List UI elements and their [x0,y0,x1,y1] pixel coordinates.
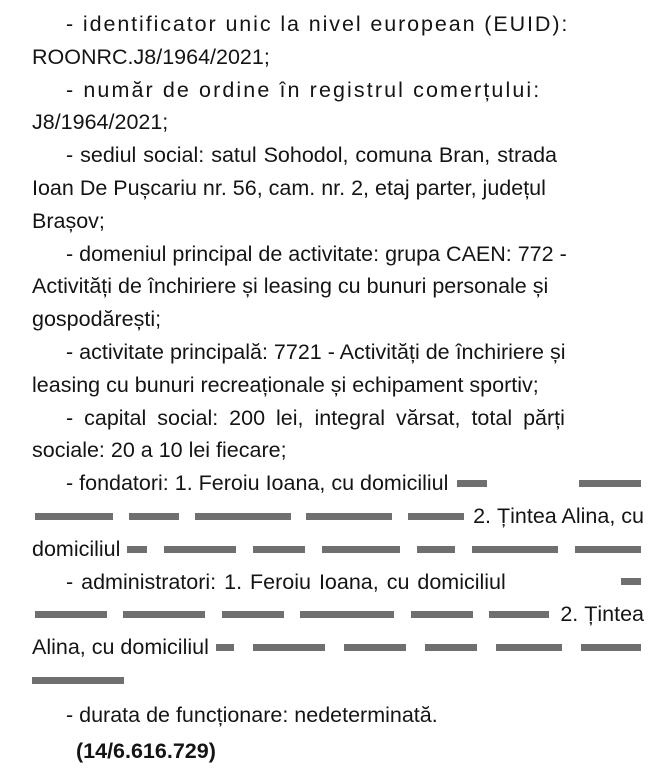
administrators-line-2 [32,598,644,631]
order-number-paragraph [32,74,644,140]
administrators-line-3-text: Alina, cu domiciliul [32,635,209,660]
redaction-bar [579,480,641,487]
order-number-line-1: - număr de ordine în registrul comerțului: [66,77,542,102]
redaction-bar [195,513,291,520]
administrators-line-2-text: 2. Țintea [560,602,644,627]
main-domain-line-1: - domeniul principal de activitate: grupa CAEN: 772 - [66,241,567,266]
redaction-bar [496,644,562,651]
redaction-block [209,644,644,651]
redaction-bar [489,611,549,618]
redaction-bar [253,546,305,553]
redaction-bar [411,611,473,618]
order-number-line-2: J8/1964/2021; [32,110,169,135]
founders-line-3 [32,533,644,566]
main-activity-line-2: leasing cu bunuri recreaționale și echipament sportiv; [32,372,539,397]
founders-line-3-text: domiciliul [32,536,121,561]
redaction-bar [425,644,477,651]
headquarters-line-2: Ioan De Pușcariu nr. 56, cam. nr. 2, etaj parter, județul [32,175,546,200]
redaction-bar [306,513,392,520]
redaction-bar [472,546,558,553]
redaction-bar [344,644,406,651]
redaction-block [120,546,644,553]
founders-line-1 [32,467,644,500]
redaction-bar [581,644,641,651]
administrators-paragraph [32,566,644,697]
founders-line-1-text: - fondatori: 1. Feroiu Ioana, cu domiciliul [66,471,449,496]
main-activity-paragraph [32,336,644,402]
euid-paragraph [32,8,644,74]
redaction-bar [127,546,147,553]
main-domain-paragraph [32,238,644,336]
redaction-bar [129,513,179,520]
redaction-bar [408,513,464,520]
founders-paragraph [32,467,644,565]
redaction-bar [222,611,284,618]
administrators-line-4 [32,664,644,697]
redaction-bar [123,611,205,618]
redaction-bar [216,644,234,651]
redaction-bar [575,546,641,553]
headquarters-line-3: Brașov; [32,208,105,233]
document-body [32,8,644,768]
capital-line-2: sociale: 20 a 10 lei fiecare; [32,438,287,463]
founders-line-2-text: 2. Țintea Alina, cu [473,503,644,528]
main-domain-line-3: gospodărești; [32,307,162,332]
redaction-block [448,480,644,487]
euid-line-2: ROONRC.J8/1964/2021; [32,44,270,69]
headquarters-paragraph [32,139,644,237]
duration-paragraph: - durata de funcționare: nedeterminată. [66,702,438,727]
redaction-bar [621,578,641,585]
capital-line-1: - capital social: 200 lei, integral vărsat, total părți [66,405,565,430]
capital-paragraph [32,402,644,468]
redaction-block [32,611,560,618]
redaction-bar [457,480,487,487]
redaction-bar [253,644,325,651]
redaction-bar [322,546,400,553]
redaction-bar [32,677,124,684]
main-activity-line-1: - activitate principală: 7721 - Activități de închiriere și [66,339,566,364]
redaction-bar [35,513,113,520]
redaction-bar [417,546,455,553]
euid-line-1: - identificator unic la nivel european (EUID): [66,12,570,36]
redaction-bar [35,611,107,618]
administrators-line-1 [32,566,644,599]
redaction-block [506,578,644,585]
redaction-block [32,513,473,520]
founders-line-2 [32,500,644,533]
reference-number: (14/6.616.729) [76,738,216,763]
redaction-bar [164,546,236,553]
redaction-bar [300,611,394,618]
administrators-line-3 [32,631,644,664]
headquarters-line-1: - sediul social: satul Sohodol, comuna Bran, strada [66,143,558,168]
main-domain-line-2: Activități de închiriere și leasing cu bunuri personale și [32,274,549,299]
administrators-line-1-text: - administratori: 1. Feroiu Ioana, cu domiciliul [66,569,506,594]
